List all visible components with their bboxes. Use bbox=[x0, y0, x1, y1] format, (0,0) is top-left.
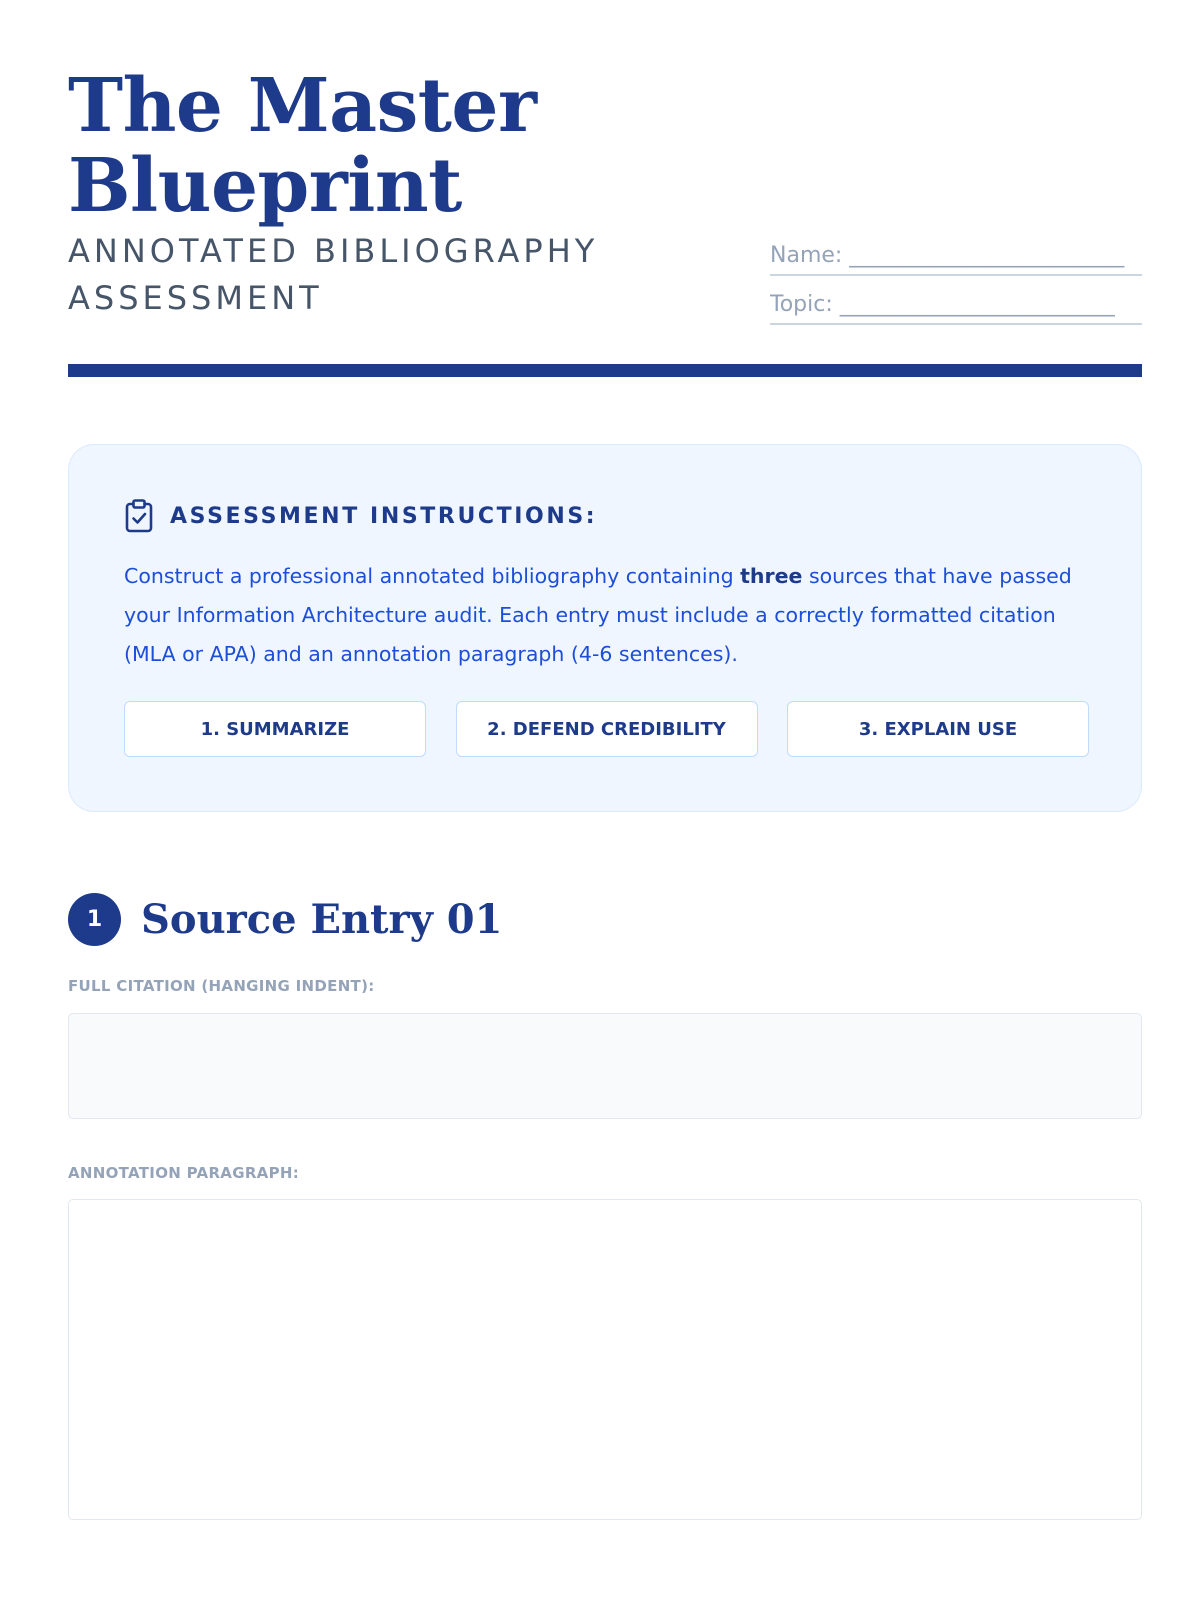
citation-label: FULL CITATION (HANGING INDENT): bbox=[68, 977, 375, 995]
instructions-emphasis: three bbox=[740, 564, 803, 588]
clipboard-check-icon bbox=[124, 499, 154, 533]
annotation-input[interactable] bbox=[68, 1199, 1142, 1520]
step-summarize-button[interactable]: 1. SUMMARIZE bbox=[124, 701, 426, 757]
annotation-label: ANNOTATION PARAGRAPH: bbox=[68, 1164, 300, 1182]
instruction-steps bbox=[124, 701, 1089, 757]
instructions-card bbox=[68, 444, 1142, 812]
instructions-heading: ASSESSMENT INSTRUCTIONS: bbox=[170, 503, 598, 529]
header-divider bbox=[68, 364, 1142, 377]
instructions-header bbox=[124, 499, 597, 533]
citation-input[interactable] bbox=[68, 1013, 1142, 1119]
step-explain-use-button[interactable]: 3. EXPLAIN USE bbox=[787, 701, 1089, 757]
entry-title: Source Entry 01 bbox=[141, 896, 503, 943]
page-subtitle: ANNOTATED BIBLIOGRAPHY ASSESSMENT bbox=[68, 232, 599, 317]
topic-field[interactable]: Topic: _________________________ bbox=[770, 285, 1142, 325]
entry-number-badge: 1 bbox=[68, 893, 121, 946]
instructions-text: Construct a professional annotated bibliography containing three sources that have passed your Information Architecture audit. Each entry must include a correctly formatted citation (MLA or APA) and an annotation paragraph (4-6 sentences). bbox=[124, 564, 1072, 666]
page-title: The Master Blueprint bbox=[68, 63, 537, 229]
step-defend-credibility-button[interactable]: 2. DEFEND CREDIBILITY bbox=[456, 701, 758, 757]
name-field[interactable]: Name: _________________________ bbox=[770, 236, 1142, 276]
